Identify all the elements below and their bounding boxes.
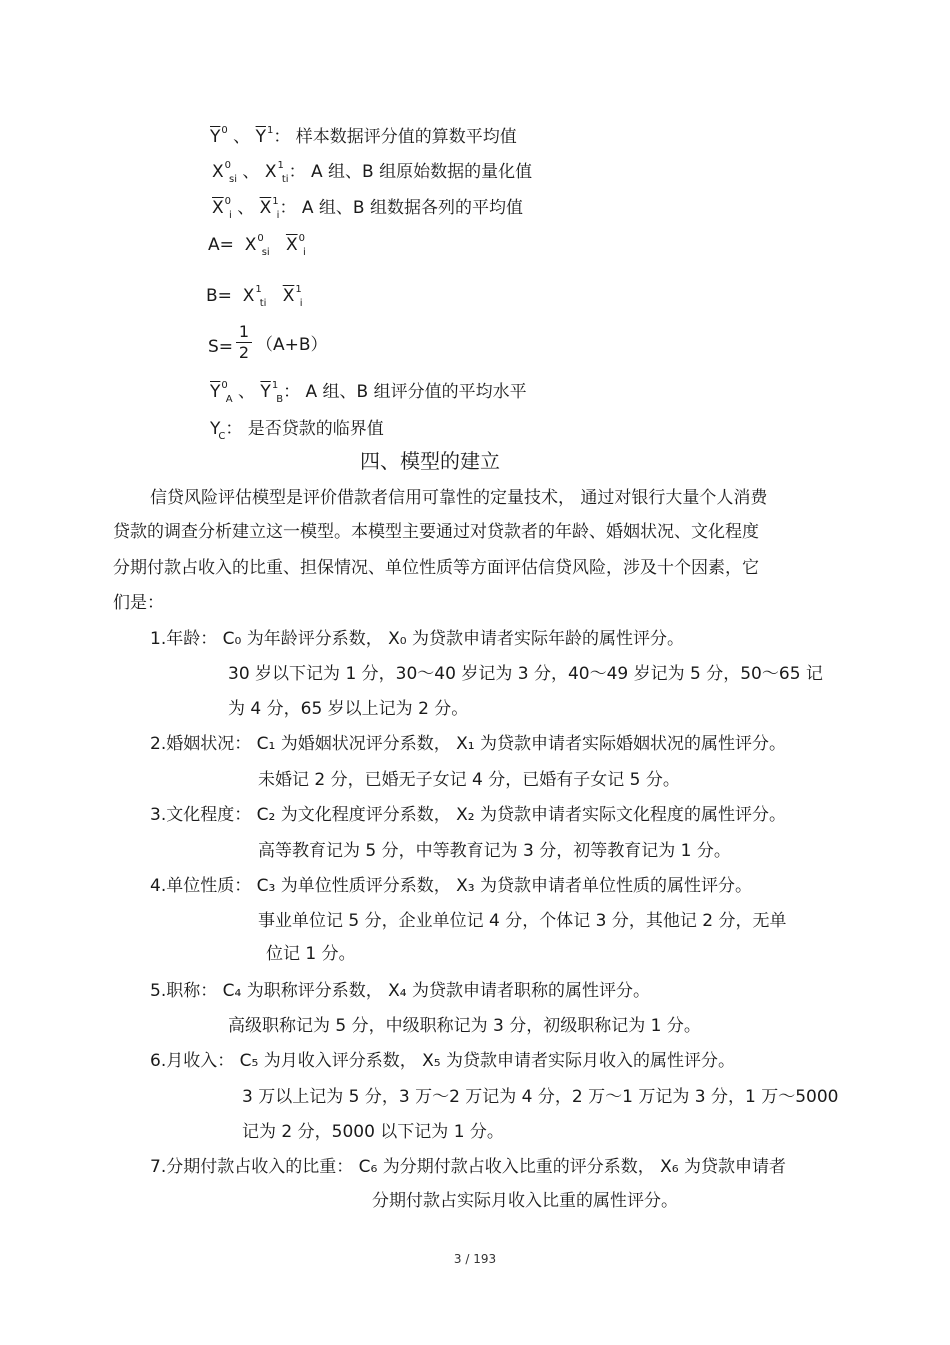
formula-s-fraction: $\frac{1}{2}$	[236, 322, 252, 363]
factor-education: 3.文化程度： C₂ 为文化程度评分系数， X₂ 为贷款申请者实际文化程度的属性评分。	[150, 805, 786, 825]
yab-description: ： A 组、B 组评分值的平均水平	[283, 382, 527, 402]
factor-employer-detail-1: 事业单位记 5 分，企业单位记 4 分，个体记 3 分，其他记 2 分，无单	[258, 911, 787, 931]
page-number: 3 / 193	[453, 1252, 497, 1266]
intro-line-1: 信贷风险评估模型是评价借款者信用可靠性的定量技术， 通过对银行大量个人消费	[150, 488, 768, 508]
factor-income-detail-1: 3 万以上记为 5 分，3 万～2 万记为 4 分，2 万～1 万记为 3 分，1 万～5000	[242, 1087, 839, 1107]
y-description: ： 样本数据评分值的算数平均值	[273, 127, 517, 147]
factor-marital: 2.婚姻状况： C₁ 为婚姻状况评分系数， X₁ 为贷款申请者实际婚姻状况的属性评分。	[150, 734, 786, 754]
factor-marital-detail: 未婚记 2 分，已婚无子女记 4 分，已婚有子女记 5 分。	[258, 770, 680, 790]
formula-a: $A= X^0_{si}$ $\overline{X}^0_i$	[208, 233, 306, 258]
factor-age-detail-1: 30 岁以下记为 1 分，30～40 岁记为 3 分，40～49 岁记为 5 分，50～65 记	[228, 664, 823, 684]
factor-installment: 7.分期付款占收入的比重： C₆ 为分期付款占收入比重的评分系数， X₆ 为贷款申请者	[150, 1157, 786, 1177]
factor-installment-detail: 分期付款占实际月收入比重的属性评分。	[372, 1191, 678, 1211]
factor-age: 1.年龄： C₀ 为年龄评分系数， X₀ 为贷款申请者实际年龄的属性评分。	[150, 629, 684, 649]
formula-s-rest: （A+B）	[256, 335, 328, 355]
intro-line-3: 分期付款占收入的比重、担保情况、单位性质等方面评估信贷风险，涉及十个因素，它	[113, 558, 759, 578]
notation-x-line: $X^0_{si}$ 、 $X^1_{ti}$： A 组、B 组原始数据的量化值	[212, 160, 533, 185]
notation-xbar-line: $\overline{X}^0_i$ 、 $\overline{X}^1_i$： A 组、B 组数据各列的平均值	[212, 196, 523, 221]
factor-income: 6.月收入： C₅ 为月收入评分系数， X₅ 为贷款申请者实际月收入的属性评分。	[150, 1051, 735, 1071]
notation-yc-line: $Y_C$： 是否贷款的临界值	[210, 419, 384, 442]
notation-y-line: $\overline{Y}^0$ 、 $\overline{Y}^1$： 样本数据评分值的算数平均值	[210, 125, 517, 147]
yc-description: ： 是否贷款的临界值	[225, 419, 384, 439]
xbar-description: ： A 组、B 组数据各列的平均值	[279, 198, 523, 218]
factor-education-detail: 高等教育记为 5 分，中等教育记为 3 分，初等教育记为 1 分。	[258, 841, 731, 861]
y1-symbol: $\overline{Y}$	[255, 127, 266, 147]
factor-employer-detail-2: 位记 1 分。	[266, 944, 356, 964]
factor-title-detail: 高级职称记为 5 分，中级职称记为 3 分，初级职称记为 1 分。	[228, 1016, 701, 1036]
intro-line-4: 们是：	[113, 593, 164, 613]
x-description: ： A 组、B 组原始数据的量化值	[288, 162, 533, 182]
factor-title: 5.职称： C₄ 为职称评分系数， X₄ 为贷款申请者职称的属性评分。	[150, 981, 650, 1001]
factor-employer: 4.单位性质： C₃ 为单位性质评分系数， X₃ 为贷款申请者单位性质的属性评分。	[150, 876, 752, 896]
formula-b: $B= X^1_{ti}$ $\overline{X}^1_i$	[206, 284, 303, 309]
factor-income-detail-2: 记为 2 分，5000 以下记为 1 分。	[242, 1122, 504, 1142]
intro-line-2: 贷款的调查分析建立这一模型。本模型主要通过对贷款者的年龄、婚姻状况、文化程度	[113, 522, 759, 542]
factor-age-detail-2: 为 4 分，65 岁以上记为 2 分。	[228, 699, 469, 719]
notation-yab-line: $\overline{Y}^0_A$ 、 $\overline{Y}^1_B$： A 组、B 组评分值的平均水平	[210, 380, 527, 405]
section-title: 四、模型的建立	[360, 449, 500, 473]
formula-s-prefix: S=	[208, 337, 234, 357]
y0-symbol: $\overline{Y}$	[210, 127, 221, 147]
